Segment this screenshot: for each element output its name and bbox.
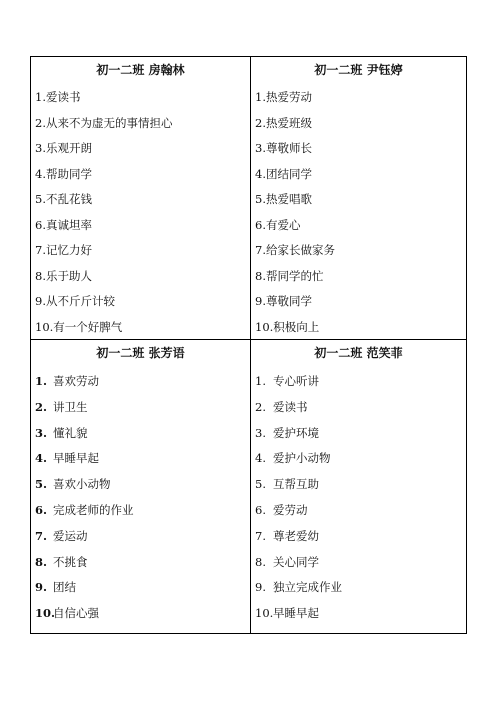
list-item (251, 162, 466, 188)
item-text: 懂礼貌 (53, 425, 88, 440)
item-text: 从来不为虚无的事情担心 (45, 115, 173, 130)
list-item (251, 472, 466, 498)
item-number: 7. (255, 528, 266, 543)
item-number: 1. (255, 374, 266, 388)
item-text: 团结同学 (265, 166, 312, 181)
list-item (251, 395, 466, 421)
cell-title: 初一二班 尹钰婷 (314, 63, 403, 77)
item-text: 爱护小动物 (273, 451, 331, 466)
item-text: 爱劳动 (273, 502, 308, 517)
item-number: 4. (255, 451, 266, 466)
cell-title: 初一二班 范笑菲 (314, 346, 403, 360)
item-number: 4. (35, 451, 48, 466)
item-text: 积极向上 (273, 319, 320, 334)
cell-zhang-fangyu (31, 340, 250, 633)
item-number: 5. (255, 477, 266, 492)
item-number: 3. (35, 425, 48, 440)
item-text: 爱读书 (45, 90, 81, 104)
list-item (251, 498, 466, 524)
list-item (31, 601, 250, 627)
item-number: 1. (255, 90, 266, 104)
item-number: 2. (35, 399, 48, 414)
item-text: 团结 (53, 580, 76, 595)
list-item (251, 213, 466, 239)
item-number: 2. (35, 115, 46, 130)
item-text: 热爱劳动 (265, 90, 312, 104)
item-number: 6. (35, 217, 46, 232)
item-text: 有爱心 (265, 217, 301, 232)
item-text: 喜欢小动物 (53, 477, 111, 492)
item-text: 乐于助人 (45, 268, 92, 283)
item-text: 关心同学 (273, 554, 319, 569)
item-text: 真诚坦率 (45, 217, 92, 232)
item-text: 自信心强 (53, 606, 99, 621)
list-item (31, 162, 250, 188)
trait-list (251, 369, 466, 627)
list-item (251, 421, 466, 447)
item-number: 2. (255, 115, 266, 130)
item-number: 9. (35, 580, 48, 595)
item-number: 5. (35, 192, 46, 206)
list-item (31, 238, 250, 264)
item-text: 记忆力好 (45, 243, 92, 257)
list-item (31, 85, 250, 111)
item-text: 不挑食 (53, 554, 88, 569)
item-number: 9. (255, 580, 266, 595)
list-item (251, 187, 466, 213)
list-item (31, 111, 250, 137)
item-text: 不乱花钱 (45, 192, 92, 206)
student-list-table (30, 56, 467, 634)
list-item (31, 550, 250, 576)
item-number: 8. (35, 554, 48, 569)
item-number: 8. (255, 554, 266, 569)
list-item (251, 264, 466, 290)
item-text: 喜欢劳动 (53, 374, 99, 388)
item-text: 乐观开朗 (45, 141, 92, 155)
cell-fang-hanlin (31, 57, 250, 339)
item-number: 7. (35, 243, 46, 257)
item-number: 8. (255, 268, 266, 283)
cell-title: 初一二班 房翰林 (96, 63, 185, 77)
list-item (31, 421, 250, 447)
item-text: 早睡早起 (53, 451, 99, 466)
item-text: 热爱唱歌 (265, 192, 312, 206)
item-text: 爱读书 (273, 399, 308, 414)
list-item (251, 575, 466, 601)
trait-list (31, 85, 250, 340)
list-item (251, 238, 466, 264)
list-item (31, 575, 250, 601)
item-text: 从不斤斤计较 (45, 294, 115, 308)
cell-title: 初一二班 张芳语 (96, 346, 185, 360)
item-text: 帮同学的忙 (265, 268, 324, 283)
item-number: 3. (35, 141, 46, 155)
list-item (251, 369, 466, 395)
item-number: 6. (35, 502, 48, 517)
list-item (251, 315, 466, 341)
trait-list (251, 85, 466, 340)
item-text: 帮助同学 (45, 166, 92, 181)
item-number: 7. (35, 528, 48, 543)
item-number: 10. (255, 319, 274, 334)
list-item (31, 524, 250, 550)
item-number: 1. (35, 90, 46, 104)
item-number: 10. (255, 606, 274, 621)
item-text: 早睡早起 (273, 606, 319, 621)
list-item (31, 446, 250, 472)
item-text: 互帮互助 (273, 477, 319, 492)
list-item (31, 136, 250, 162)
list-item (251, 289, 466, 315)
item-text: 有一个好脾气 (53, 319, 123, 334)
item-number: 9. (255, 294, 266, 308)
list-item (31, 369, 250, 395)
item-text: 尊敬师长 (265, 141, 312, 155)
item-number: 4. (35, 166, 46, 181)
item-number: 1. (35, 374, 48, 388)
item-number: 3. (255, 141, 266, 155)
item-text: 尊老爱幼 (273, 528, 319, 543)
item-number: 6. (255, 502, 266, 517)
list-item (251, 136, 466, 162)
item-text: 热爱班级 (265, 115, 312, 130)
item-number: 10. (35, 606, 56, 621)
item-number: 3. (255, 425, 266, 440)
list-item (31, 498, 250, 524)
list-item (31, 315, 250, 341)
list-item (31, 395, 250, 421)
item-text: 讲卫生 (53, 399, 88, 414)
item-number: 6. (255, 217, 266, 232)
list-item (251, 111, 466, 137)
item-number: 4. (255, 166, 266, 181)
list-item (31, 289, 250, 315)
item-number: 10. (35, 319, 54, 334)
cell-fan-xiaofei (251, 340, 466, 633)
item-number: 2. (255, 399, 266, 414)
item-text: 完成老师的作业 (53, 502, 134, 517)
list-item (31, 264, 250, 290)
trait-list (31, 369, 250, 627)
item-text: 专心听讲 (273, 374, 319, 388)
list-item (251, 85, 466, 111)
list-item (251, 601, 466, 627)
item-number: 8. (35, 268, 46, 283)
item-text: 独立完成作业 (273, 580, 342, 595)
item-number: 7. (255, 243, 266, 257)
list-item (31, 187, 250, 213)
list-item (251, 446, 466, 472)
item-text: 爱护环境 (273, 425, 319, 440)
list-item (31, 472, 250, 498)
item-number: 5. (255, 192, 266, 206)
list-item (251, 550, 466, 576)
cell-yin-yuting (251, 57, 466, 339)
item-text: 尊敬同学 (265, 294, 312, 308)
item-number: 9. (35, 294, 46, 308)
item-text: 爱运动 (53, 528, 88, 543)
item-text: 给家长做家务 (265, 243, 335, 257)
item-number: 5. (35, 477, 48, 492)
list-item (31, 213, 250, 239)
list-item (251, 524, 466, 550)
